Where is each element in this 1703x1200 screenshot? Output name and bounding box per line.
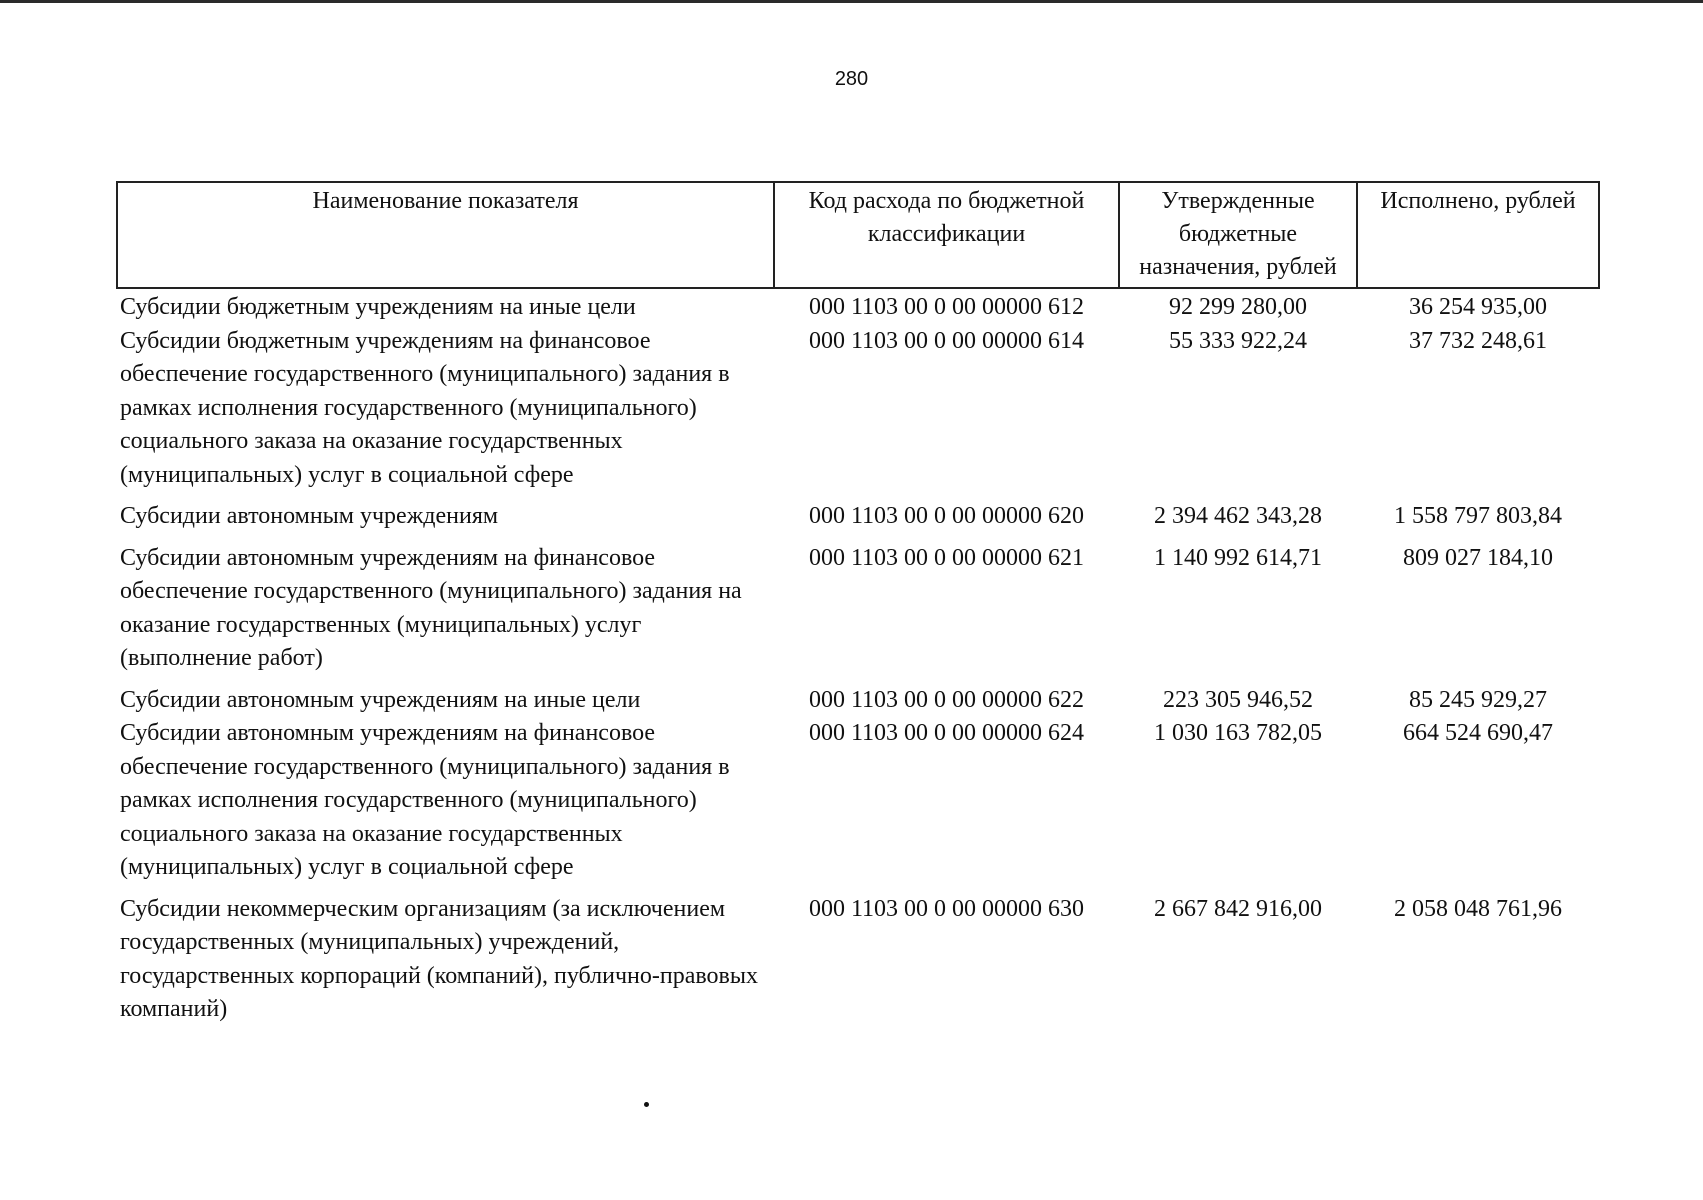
row-executed-amount: 2 058 048 761,96: [1394, 895, 1562, 922]
header-approved-budget: Утвержденные бюджетные назначения, рублей: [1119, 182, 1357, 288]
header-indicator-name: Наименование показателя: [117, 182, 774, 288]
table-row: [117, 288, 1599, 325]
row-expense-code: 000 1103 00 0 00 00000 622: [808, 686, 1085, 713]
table-row: [117, 684, 1599, 718]
header-executed: Исполнено, рублей: [1357, 182, 1599, 288]
table-row: [117, 717, 1599, 893]
row-executed-amount: 85 245 929,27: [1409, 686, 1547, 713]
row-expense-code: 000 1103 00 0 00 00000 621: [808, 544, 1085, 571]
page-top-edge: [0, 0, 1703, 3]
header-expense-code: Код расхода по бюджетной классификации: [774, 182, 1119, 288]
row-expense-code: 000 1103 00 0 00 00000 620: [808, 503, 1085, 529]
row-approved-amount: 92 299 280,00: [1169, 294, 1307, 320]
row-executed-amount: 664 524 690,47: [1403, 720, 1553, 746]
table-row: [117, 893, 1599, 1027]
row-indicator-name: Субсидии автономным учреждениям на финансовое обеспечение государственного (муниципального) задания в рамках исполнения государственного (муниципального) социального заказа на оказание государственных (муниципальных) услуг в социальной сфере: [120, 720, 730, 880]
row-executed-amount: 37 732 248,61: [1409, 327, 1547, 354]
row-executed-amount: 1 558 797 803,84: [1394, 503, 1562, 529]
row-approved-amount: 55 333 922,24: [1169, 327, 1307, 354]
row-expense-code: 000 1103 00 0 00 00000 630: [808, 895, 1085, 922]
table-row: [117, 325, 1599, 501]
row-expense-code: 000 1103 00 0 00 00000 624: [808, 720, 1085, 746]
row-indicator-name: Субсидии бюджетным учреждениям на финансовое обеспечение государственного (муниципального) задания в рамках исполнения государственного (муниципального) социального заказа на оказание государственных (муниципальных) услуг в социальной сфере: [120, 327, 730, 488]
row-approved-amount: 1 140 992 614,71: [1154, 544, 1322, 571]
table-header: [117, 182, 1599, 288]
budget-table: [116, 181, 1600, 1027]
table-row: [117, 542, 1599, 684]
row-approved-amount: 1 030 163 782,05: [1154, 720, 1322, 746]
row-approved-amount: 2 667 842 916,00: [1154, 895, 1322, 922]
budget-table-container: [116, 181, 1598, 1027]
row-indicator-name: Субсидии некоммерческим организациям (за исключением государственных (муниципальных) учреждений, государственных корпораций (компаний), публично-правовых компаний): [120, 895, 758, 1022]
row-indicator-name: Субсидии автономным учреждениям: [120, 503, 499, 529]
scan-speck: [644, 1102, 649, 1107]
row-indicator-name: Субсидии бюджетным учреждениям на иные цели: [120, 294, 636, 320]
row-executed-amount: 36 254 935,00: [1409, 294, 1547, 320]
page-number: 280: [834, 68, 869, 90]
row-indicator-name: Субсидии автономным учреждениям на иные цели: [120, 686, 641, 713]
row-approved-amount: 2 394 462 343,28: [1154, 503, 1322, 529]
row-executed-amount: 809 027 184,10: [1403, 544, 1553, 571]
row-expense-code: 000 1103 00 0 00 00000 614: [808, 327, 1085, 354]
row-expense-code: 000 1103 00 0 00 00000 612: [808, 294, 1085, 320]
row-approved-amount: 223 305 946,52: [1163, 686, 1313, 713]
row-indicator-name: Субсидии автономным учреждениям на финансовое обеспечение государственного (муниципального) задания на оказание государственных (муниципальных) услуг (выполнение работ): [120, 544, 742, 671]
table-body: [117, 288, 1599, 1027]
table-row: [117, 500, 1599, 542]
